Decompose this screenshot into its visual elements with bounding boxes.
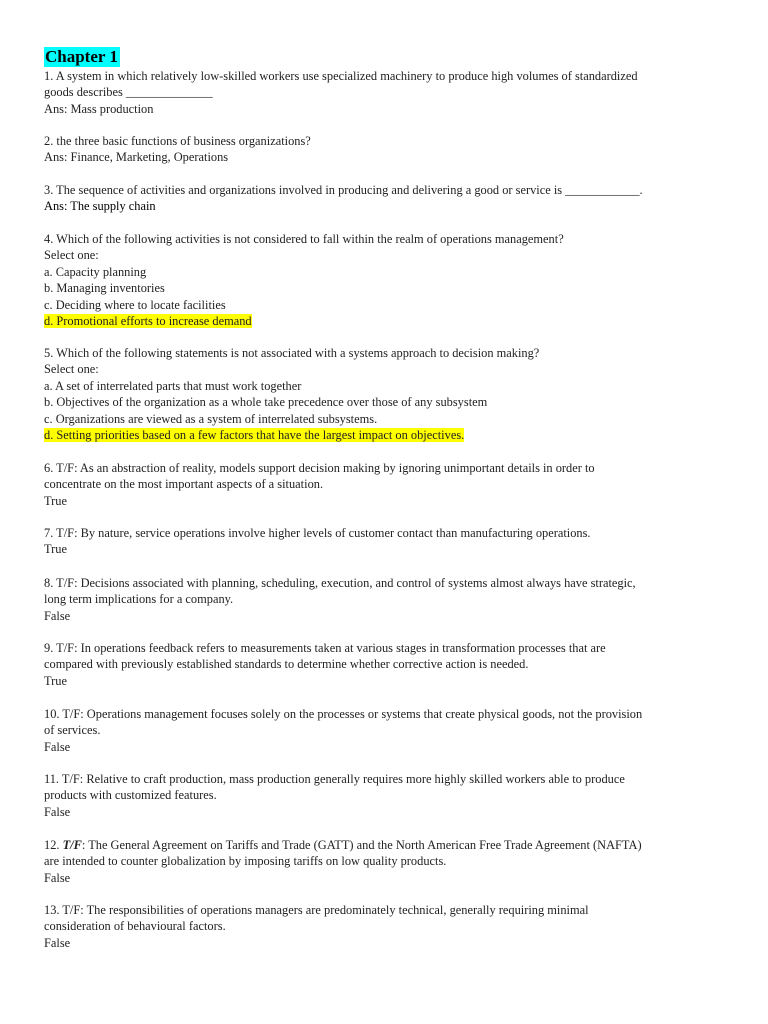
option-b: b. Managing inventories bbox=[44, 281, 165, 296]
question-10 bbox=[44, 706, 718, 755]
question-text: products with customized features. bbox=[44, 788, 217, 803]
question-text: 9. T/F: In operations feedback refers to measurements taken at various stages in transformation processes that are bbox=[44, 641, 606, 655]
answer-text: Ans: Finance, Marketing, Operations bbox=[44, 150, 229, 165]
question-3 bbox=[44, 182, 718, 215]
question-text: 13. T/F: The responsibilities of operations managers are predominately technical, generally requiring minimal bbox=[44, 903, 589, 917]
answer-text: True bbox=[44, 673, 67, 688]
answer-text: False bbox=[44, 935, 71, 950]
question-text: consideration of behavioural factors. bbox=[44, 919, 226, 934]
question-11 bbox=[44, 771, 718, 820]
question-4 bbox=[44, 231, 718, 329]
question-text: 2. the three basic functions of business organizations? bbox=[44, 134, 311, 148]
option-b: b. Objectives of the organization as a whole take precedence over those of any subsystem bbox=[44, 395, 488, 410]
question-text: of services. bbox=[44, 723, 101, 738]
question-text: 6. T/F: As an abstraction of reality, models support decision making by ignoring unimportant details in order to bbox=[44, 461, 595, 475]
question-12 bbox=[44, 837, 718, 886]
question-text: 10. T/F: Operations management focuses solely on the processes or systems that create physical goods, not the provision bbox=[44, 707, 643, 721]
question-6 bbox=[44, 460, 718, 509]
answer-text: Ans: The supply chain bbox=[44, 199, 156, 214]
answer-text: False bbox=[44, 870, 71, 885]
question-text: are intended to counter globalization by imposing tariffs on low quality products. bbox=[44, 854, 447, 869]
answer-text: False bbox=[44, 739, 71, 754]
question-text: concentrate on the most important aspects of a situation. bbox=[44, 477, 324, 492]
option-c: c. Organizations are viewed as a system of interrelated subsystems. bbox=[44, 411, 378, 426]
question-7 bbox=[44, 525, 718, 558]
question-13 bbox=[44, 902, 718, 951]
question-text: 7. T/F: By nature, service operations involve higher levels of customer contact than manufacturing operations. bbox=[44, 526, 591, 540]
answer-text: False bbox=[44, 608, 71, 623]
option-a: a. A set of interrelated parts that must work together bbox=[44, 378, 302, 393]
question-text: 11. T/F: Relative to craft production, mass production generally requires more highly skilled workers able to produce bbox=[44, 772, 625, 786]
question-2 bbox=[44, 133, 718, 166]
question-9 bbox=[44, 640, 718, 689]
select-label: Select one: bbox=[44, 248, 99, 263]
question-text: 5. Which of the following statements is not associated with a systems approach to decision making? bbox=[44, 346, 540, 360]
question-text: long term implications for a company. bbox=[44, 592, 234, 607]
question-text bbox=[44, 837, 718, 853]
question-8 bbox=[44, 575, 718, 624]
answer-text: True bbox=[44, 493, 67, 508]
question-number: 12. bbox=[44, 838, 63, 852]
question-text: compared with previously established standards to determine whether corrective action is needed. bbox=[44, 657, 529, 672]
question-5 bbox=[44, 345, 718, 443]
answer-text: False bbox=[44, 804, 71, 819]
question-text: 8. T/F: Decisions associated with planning, scheduling, execution, and control of systems almost always have strategic, bbox=[44, 576, 636, 590]
question-text: 1. A system in which relatively low-skilled workers use specialized machinery to produce high volumes of standardized bbox=[44, 69, 638, 83]
question-1 bbox=[44, 68, 718, 117]
question-text: 3. The sequence of activities and organizations involved in producing and delivering a good or service is ____________. bbox=[44, 183, 643, 197]
option-c: c. Deciding where to locate facilities bbox=[44, 297, 226, 312]
option-d-highlighted-answer: d. Promotional efforts to increase demand bbox=[44, 314, 252, 329]
chapter-title: Chapter 1 bbox=[45, 47, 118, 66]
tf-label: T/F bbox=[62, 838, 82, 852]
option-d-highlighted-answer: d. Setting priorities based on a few factors that have the largest impact on objectives. bbox=[44, 428, 465, 443]
select-label: Select one: bbox=[44, 362, 99, 377]
question-text-rest: : The General Agreement on Tariffs and Trade (GATT) and the North American Free Trade Agreement (NAFTA) bbox=[81, 838, 642, 852]
question-text: goods describes ______________ bbox=[44, 85, 213, 100]
answer-text: True bbox=[44, 542, 67, 557]
answer-text: Ans: Mass production bbox=[44, 101, 154, 116]
option-a: a. Capacity planning bbox=[44, 264, 147, 279]
question-text: 4. Which of the following activities is not considered to fall within the realm of operations management? bbox=[44, 232, 564, 246]
